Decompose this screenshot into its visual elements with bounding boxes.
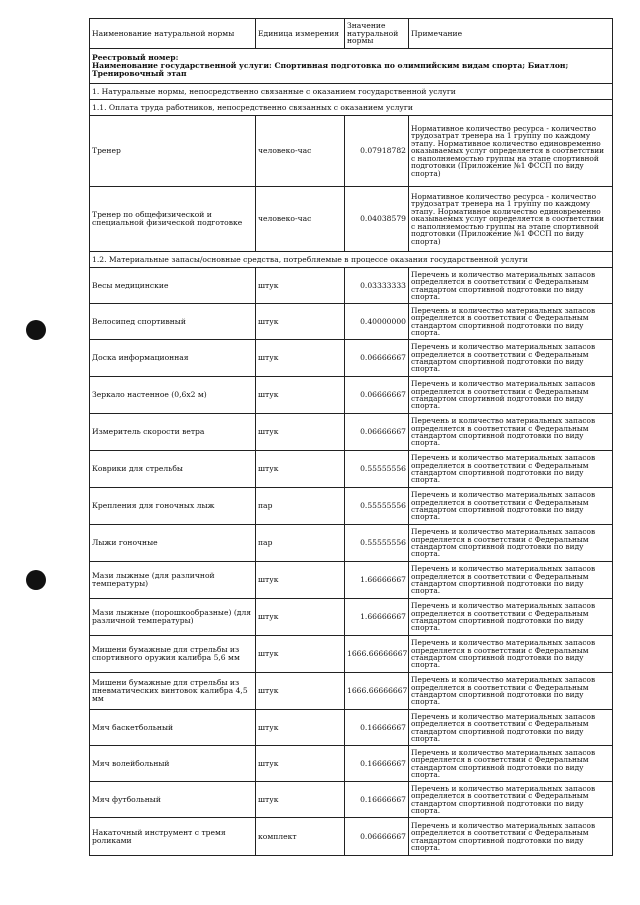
row-unit: штук [256,636,345,673]
section-1-1-title: 1.1. Оплата труда работников, непосредственно связанных с оказанием услуги [90,100,613,116]
row-value: 0.03333333 [345,268,409,304]
row-note: Перечень и количество материальных запасов определяется в соответствии с Федеральным стандартом спортивной подготовки по виду спорта. [409,710,613,746]
row-value: 0.04038579 [345,187,409,252]
row-unit: штук [256,304,345,340]
row-name: Мази лыжные (порошкообразные) (для различной температуры) [90,599,256,636]
row-note: Перечень и количество материальных запасов определяется в соответствии с Федеральным стандартом спортивной подготовки по виду спорта. [409,525,613,562]
norms-table [89,18,613,856]
row-unit: человеко-час [256,187,345,252]
header-row [90,19,613,49]
row-note: Перечень и количество материальных запасов определяется в соответствии с Федеральным стандартом спортивной подготовки по виду спорта. [409,304,613,340]
table-row [90,746,613,782]
row-unit: штук [256,268,345,304]
row-unit: штук [256,599,345,636]
table-row [90,268,613,304]
row-value: 0.07918782 [345,116,409,187]
row-value: 1.66666667 [345,562,409,599]
row-note: Перечень и количество материальных запасов определяется в соответствии с Федеральным стандартом спортивной подготовки по виду спорта. [409,562,613,599]
table-row [90,673,613,710]
row-note: Перечень и количество материальных запасов определяется в соответствии с Федеральным стандартом спортивной подготовки по виду спорта. [409,377,613,414]
section-row [90,252,613,268]
header-unit: Единица измерения [256,19,345,49]
table-row [90,599,613,636]
labor-rows [90,116,613,252]
registry-row [90,49,613,84]
row-unit: штук [256,451,345,488]
row-unit: штук [256,782,345,818]
row-name: Мяч баскетбольный [90,710,256,746]
row-name: Накаточный инструмент с тремя роликами [90,818,256,856]
section-row [90,84,613,100]
material-rows [90,268,613,856]
row-value: 0.55555556 [345,451,409,488]
row-note: Перечень и количество материальных запасов определяется в соответствии с Федеральным стандартом спортивной подготовки по виду спорта. [409,782,613,818]
table-row [90,525,613,562]
row-note: Перечень и количество материальных запасов определяется в соответствии с Федеральным стандартом спортивной подготовки по виду спорта. [409,636,613,673]
row-unit: штук [256,340,345,377]
section-1-title: 1. Натуральные нормы, непосредственно связанные с оказанием государственной услуги [90,84,613,100]
header-name: Наименование натуральной нормы [90,19,256,49]
row-value: 0.06666667 [345,414,409,451]
row-value: 1666.66666667 [345,636,409,673]
row-name: Лыжи гоночные [90,525,256,562]
registry-number: Реестровый номер: [92,53,179,63]
row-unit: пар [256,488,345,525]
row-note: Перечень и количество материальных запасов определяется в соответствии с Федеральным стандартом спортивной подготовки по виду спорта. [409,451,613,488]
binder-hole-bottom [26,570,46,590]
row-name: Коврики для стрельбы [90,451,256,488]
row-unit: штук [256,562,345,599]
table-row [90,304,613,340]
row-note: Перечень и количество материальных запасов определяется в соответствии с Федеральным стандартом спортивной подготовки по виду спорта. [409,599,613,636]
row-value: 0.16666667 [345,782,409,818]
row-name: Крепления для гоночных лыж [90,488,256,525]
row-value: 0.55555556 [345,525,409,562]
table-row [90,782,613,818]
table-row [90,377,613,414]
table-row [90,818,613,856]
row-unit: штук [256,673,345,710]
table-row [90,636,613,673]
row-name: Мази лыжные (для различной температуры) [90,562,256,599]
row-name: Зеркало настенное (0,6х2 м) [90,377,256,414]
row-name: Мишени бумажные для стрельбы из спортивного оружия калибра 5,6 мм [90,636,256,673]
service-name: Наименование государственной услуги: Спортивная подготовка по олимпийским видам спорта; Биатлон; Тренировочный этап [92,61,569,78]
row-unit: комплект [256,818,345,856]
row-value: 0.16666667 [345,710,409,746]
row-value: 0.06666667 [345,818,409,856]
row-name: Мяч футбольный [90,782,256,818]
table-row [90,414,613,451]
row-unit: человеко-час [256,116,345,187]
row-value: 1666.66666667 [345,673,409,710]
row-note: Перечень и количество материальных запасов определяется в соответствии с Федеральным стандартом спортивной подготовки по виду спорта. [409,488,613,525]
row-note: Нормативное количество ресурса - количество трудозатрат тренера на 1 группу по каждому этапу. Нормативное количество единовременно оказываемых услуг определяется в соответствии с наполняемостью группы на этапе спортивной подготовки (Приложение №1 ФССП по виду спорта) [409,116,613,187]
row-value: 0.55555556 [345,488,409,525]
row-value: 0.16666667 [345,746,409,782]
table-row [90,488,613,525]
row-note: Перечень и количество материальных запасов определяется в соответствии с Федеральным стандартом спортивной подготовки по виду спорта. [409,818,613,856]
row-note: Перечень и количество материальных запасов определяется в соответствии с Федеральным стандартом спортивной подготовки по виду спорта. [409,340,613,377]
header-value: Значение натуральной нормы [345,19,409,49]
row-name: Мишени бумажные для стрельбы из пневматических винтовок калибра 4,5 мм [90,673,256,710]
row-unit: штук [256,414,345,451]
row-note: Перечень и количество материальных запасов определяется в соответствии с Федеральным стандартом спортивной подготовки по виду спорта. [409,414,613,451]
row-name: Весы медицинские [90,268,256,304]
row-name: Тренер [90,116,256,187]
row-name: Доска информационная [90,340,256,377]
binder-hole-top [26,320,46,340]
table-row [90,451,613,488]
table-row [90,340,613,377]
row-value: 0.06666667 [345,340,409,377]
row-unit: штук [256,746,345,782]
section-1-2-title: 1.2. Материальные запасы/основные средства, потребляемые в процессе оказания государственной услуги [90,252,613,268]
header-note: Примечание [409,19,613,49]
row-note: Перечень и количество материальных запасов определяется в соответствии с Федеральным стандартом спортивной подготовки по виду спорта. [409,673,613,710]
table-row [90,116,613,187]
row-note: Нормативное количество ресурса - количество трудозатрат тренера на 1 группу по каждому этапу. Нормативное количество единовременно оказываемых услуг определяется в соответствии с наполняемостью группы на этапе спортивной подготовки (Приложение №1 ФССП по виду спорта) [409,187,613,252]
row-unit: штук [256,710,345,746]
table-row [90,562,613,599]
row-value: 1.66666667 [345,599,409,636]
row-note: Перечень и количество материальных запасов определяется в соответствии с Федеральным стандартом спортивной подготовки по виду спорта. [409,746,613,782]
row-unit: пар [256,525,345,562]
table-row [90,187,613,252]
table-row [90,710,613,746]
row-value: 0.40000000 [345,304,409,340]
row-name: Велосипед спортивный [90,304,256,340]
row-note: Перечень и количество материальных запасов определяется в соответствии с Федеральным стандартом спортивной подготовки по виду спорта. [409,268,613,304]
row-name: Измеритель скорости ветра [90,414,256,451]
section-row [90,100,613,116]
row-name: Мяч волейбольный [90,746,256,782]
row-value: 0.06666667 [345,377,409,414]
row-name: Тренер по общефизической и специальной физической подготовке [90,187,256,252]
registry-cell [90,49,613,84]
row-unit: штук [256,377,345,414]
